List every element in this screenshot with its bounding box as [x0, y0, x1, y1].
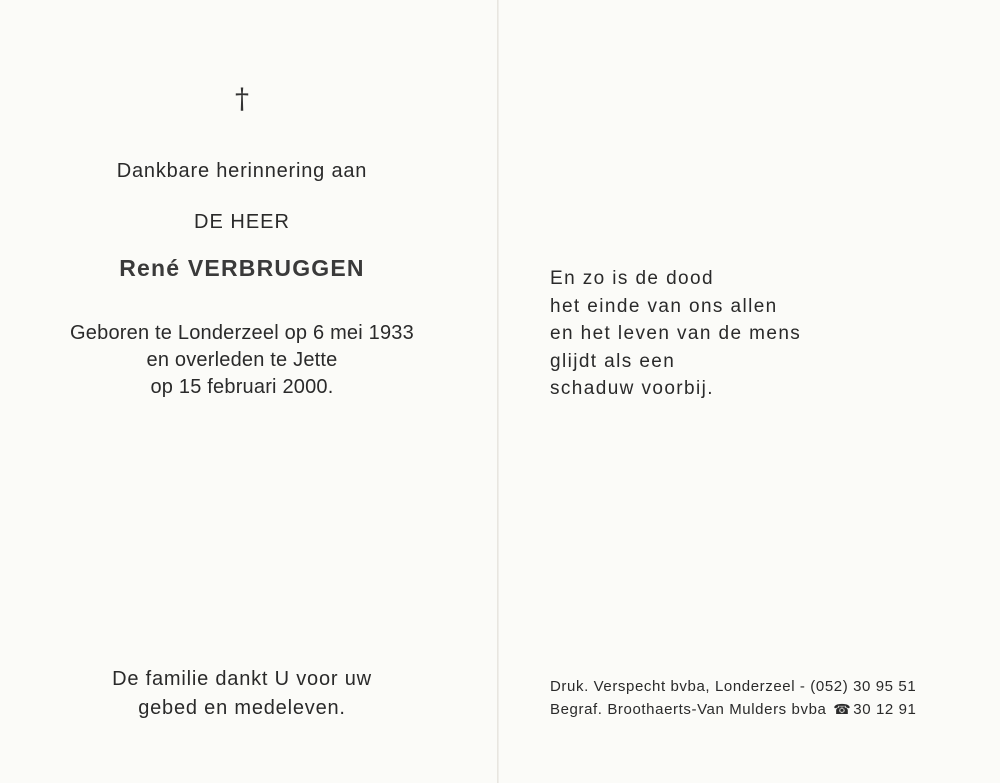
left-panel — [0, 0, 497, 783]
printer-line: Druk. Verspecht bvba, Londerzeel - (052) 30 95 51 — [550, 678, 917, 695]
bio-line: op 15 februari 2000. — [150, 376, 334, 398]
thanks-line: gebed en medeleven. — [138, 697, 346, 719]
right-panel — [499, 0, 1000, 783]
cross-icon: † — [235, 82, 249, 115]
family-thanks — [0, 665, 484, 723]
intro-text: Dankbare herinnering aan — [116, 160, 368, 182]
poem-line: en het leven van de mens — [550, 323, 802, 344]
biography — [0, 320, 484, 401]
funeral-home: Begraf. Broothaerts-Van Mulders bvba — [550, 701, 827, 718]
bio-line: en overleden te Jette — [146, 349, 338, 371]
telephone-icon: ☎ — [833, 701, 852, 717]
funeral-line — [550, 698, 917, 721]
thanks-line: De familie dankt U voor uw — [112, 668, 372, 690]
poem-line: glijdt als een — [550, 350, 676, 372]
poem-line: schaduw voorbij. — [550, 378, 714, 399]
poem — [550, 265, 801, 403]
funeral-phone: 30 12 91 — [853, 701, 917, 718]
poem-line: En zo is de dood — [550, 268, 714, 289]
bio-line: Geboren te Londerzeel op 6 mei 1933 — [70, 322, 414, 344]
deceased-name: René VERBRUGGEN — [119, 255, 365, 281]
poem-line: het einde van ons allen — [550, 295, 778, 317]
title-text: DE HEER — [194, 211, 290, 233]
printer-credits — [550, 676, 917, 721]
